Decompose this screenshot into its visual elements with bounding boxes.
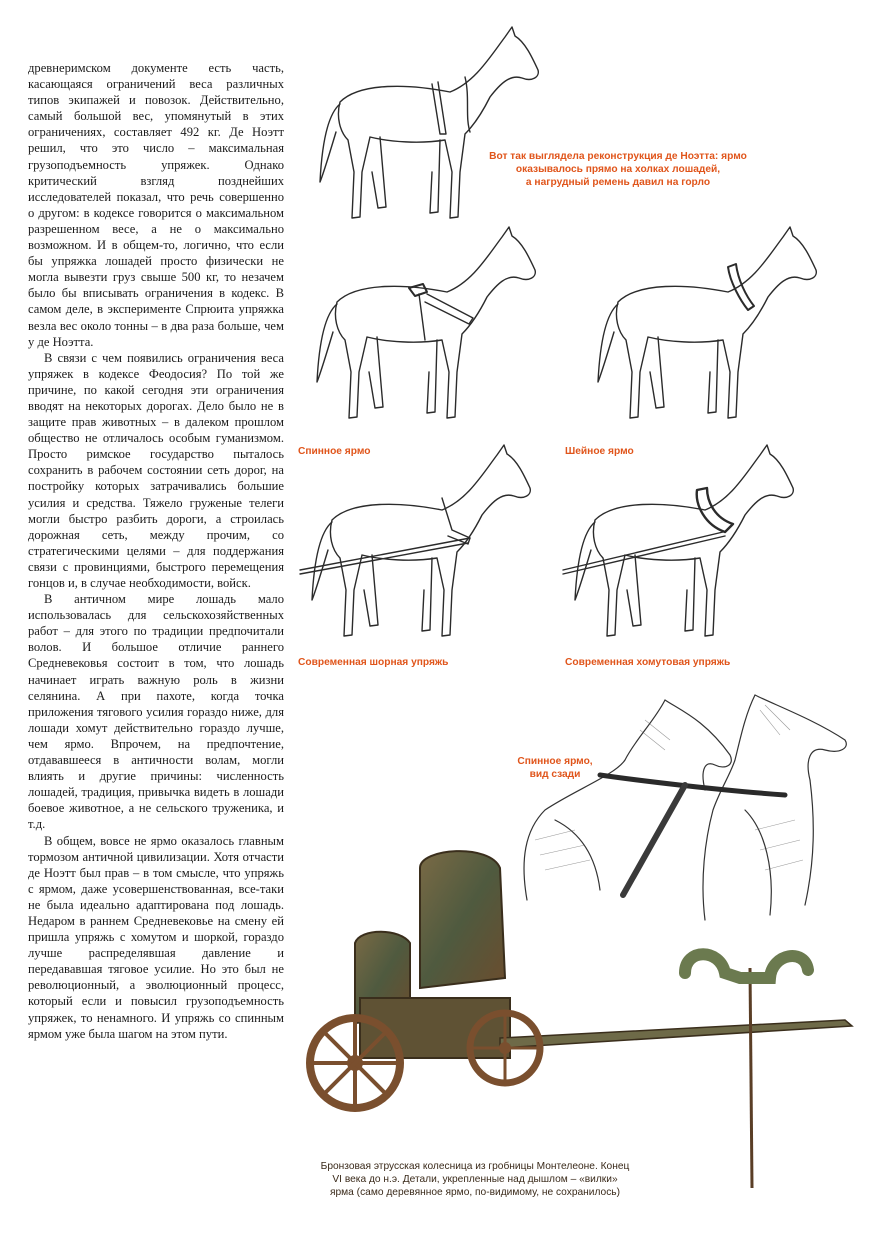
horse-sketch-icon [292,440,542,650]
caption-neck-yoke: Шейное ярмо [565,446,634,457]
horse-modern-breast-figure [292,440,542,650]
caption-chariot: Бронзовая этрусская колесница из гробницы Монтелеоне. Конец VI века до н.э. Детали, укрепленные над дышлом – «вилки» ярма (само деревянное ярмо, по-видимому, не сохранилось) [320,1161,630,1198]
horse-spinal-yoke-figure [297,222,547,432]
paragraph-1: древнеримском документе есть часть, касающаяся ограничений веса различных типов экипажей и повозок. Действительно, самый большой вес, упомянутый в этих ограничениях, составляет 492 кг. Де Ноэтт решил, что это число – максимальная грузоподъемность упряжек. Однако критический взгляд позднейших исследователей показал, что речь совершенно о другом: в кодексе говорится о максимальном разрешенном весе, а не о максимально возможном. И в общем-то, логично, что если бы упряжка лошадей просто физически не могла вывезти груз свыше 500 кг, то незачем было бы вписывать ограничения в кодекс. В самом деле, в эксперименте Спрюита упряжка везла вес около тонны – в два раза больше, чем у де Ноэтта. [28,61,284,349]
paragraph-3: В античном мире лошадь мало использовалась для сельскохозяйственных работ – для этого по традиции предпочитали волов. И большое отличие раннего Средневековья состоит в том, что лошадь начинает играть важную роль в жизни селянина. А при пахоте, когда точка приложения тягового усилия гораздо ниже, для лошади хомут действительно гораздо лучше, чем ярмо. Впрочем, на предпочтение, отдававшееся в античности волам, могли влиять и другие причины: численность лошадей, традиция, привычка видеть в лошади боевое животное, а не сельского труженика, и т.д. [28,592,284,832]
caption-noette: Вот так выглядела реконструкция де Ноэтта: ярмо оказывалось прямо на холках лошадей, а нагрудный ремень давил на горло [489,151,747,188]
caption-modern-breast: Современная шорная упряжь [298,657,449,668]
horse-sketch-icon [297,222,547,432]
chariot-photo-icon [300,848,860,1198]
article-text [28,60,284,1042]
caption-modern-collar: Современная хомутовая упряжь [565,657,731,668]
horse-neck-yoke-figure [578,222,828,432]
paragraph-4: В общем, вовсе не ярмо оказалось главным тормозом античной цивилизации. Хотя отчасти де Ноэтт был прав – в том смысле, что упряжь с ярмом, даже усовершенствованная, все-таки не была идеально адаптирована под лошадь. Недаром в раннем Средневековье на смену ей пришла упряжь с хомутом и шоркой, гораздо лучше распределявшая давление и передававшая тяговое усилие. Но это был не революционный, а эволюционный процесс, который если и повысил грузоподъемность упряжек, то ненамного. И упряжь со спинным ярмом уже была шагом на этом пути. [28,833,284,1041]
paragraph-2: В связи с чем появились ограничения веса упряжек в кодексе Феодосия? По той же причине, по какой сегодня эти ограничения вводят на некоторых дорогах. Дело было не в защите прав животных – в далеком прошлом общество не отличалось особым гуманизмом. Просто римское государство пыталось сохранить в рабочем состоянии сеть дорог, на постройку которых затрачивались большие усилия и средства. Тяжело груженые телеги могли быстро разбить дороги, а строилась дорожная сеть, между прочим, со стратегическими целями – для поддержания связи с провинциями, быстрого перемещения гонцов и, в случае необходимости, войск. [28,350,284,590]
horse-sketch-icon [555,440,805,650]
etruscan-chariot-figure [300,848,860,1198]
horse-sketch-icon [300,22,550,232]
caption-spinal-yoke: Спинное ярмо [298,446,371,457]
caption-spinal-rear: Спинное ярмо, вид сзади [517,756,593,780]
horse-sketch-icon [578,222,828,432]
horse-modern-collar-figure [555,440,805,650]
horse-noette-figure [300,22,550,232]
